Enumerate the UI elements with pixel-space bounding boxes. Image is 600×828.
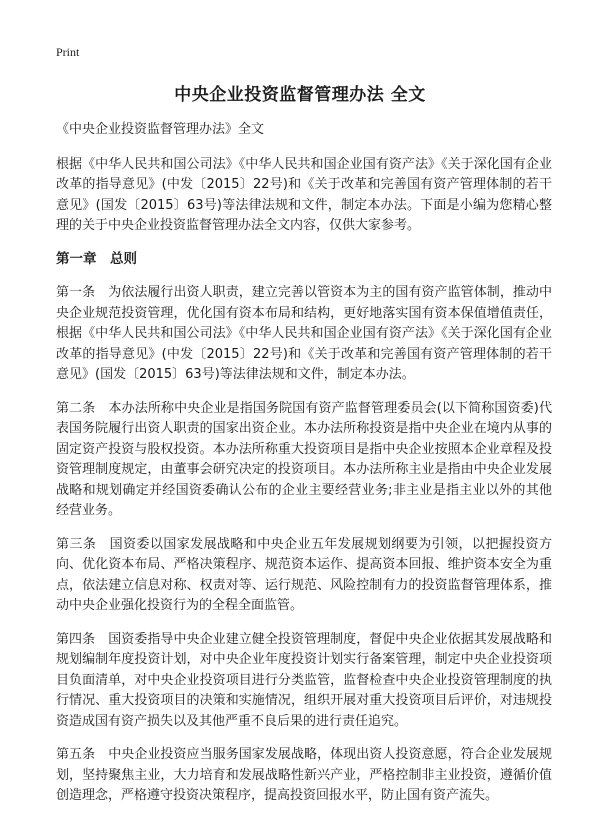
- document-subtitle: 《中央企业投资监督管理办法》全文: [56, 122, 265, 137]
- page-title: 中央企业投资监督管理办法 全文: [174, 85, 426, 105]
- article-5: 第五条 中央企业投资应当服务国家发展战略，体现出资人投资意愿，符合企业发展规划，坚持聚焦主业，大力培育和发展战略性新兴产业，严格控制非主业投资，遵循价值创造理念，严格遵守投资决策程序，提高投资回报水平，防止国有资产流失。: [56, 747, 552, 803]
- article-4: 第四条 国资委指导中央企业建立健全投资管理制度，督促中央企业依据其发展战略和规划编制年度投资计划，对中央企业年度投资计划实行备案管理，制定中央企业投资项目负面清单，对中央企业投资项目进行分类监管，监督检查中央企业投资管理制度的执行情况、重大投资项目的决策和实施情况，组织开展对重大投资项目后评价，对违规投资造成国有资产损失以及其他严重不良后果的进行责任追究。: [56, 631, 552, 729]
- document-body: [56, 120, 552, 820]
- intro-paragraph: 根据《中华人民共和国公司法》《中华人民共和国企业国有资产法》《关于深化国有企业改革的指导意见》(中发〔2015〕22号)和《关于改革和完善国有资产管理体制的若干意见》(国发〔2015〕63号)等法律法规和文件，制定本办法。下面是小编为您精心整理的关于中央企业投资监督管理办法全文内容，仅供大家参考。: [56, 156, 552, 233]
- article-3: 第三条 国资委以国家发展战略和中央企业五年发展规划纲要为引领，以把握投资方向、优化资本布局、严格决策程序、规范资本运作、提高资本回报、维护资本安全为重点，依法建立信息对称、权责对等、运行规范、风险控制有力的投资监督管理体系，推动中央企业强化投资行为的全程全面监管。: [56, 536, 552, 613]
- article-1: 第一条 为依法履行出资人职责，建立完善以管资本为主的国有资产监管体制，推动中央企业规范投资管理，优化国有资本布局和结构，更好地落实国有资本保值增值责任，根据《中华人民共和国公司法》《中华人民共和国企业国有资产法》《关于深化国有企业改革的指导意见》(中发〔2015〕22号)和《关于改革和完善国有资产管理体制的若干意见》(国发〔2015〕63号)等法律法规和文件，制定本办法。: [56, 285, 552, 382]
- print-label: Print: [56, 45, 80, 59]
- article-2: 第二条 本办法所称中央企业是指国务院国有资产监督管理委员会(以下简称国资委)代表国务院履行出资人职责的国家出资企业。本办法所称投资是指中央企业在境内从事的固定资产投资与股权投资。本办法所称重大投资项目是指中央企业按照本企业章程及投资管理制度规定，由董事会研究决定的投资项目。本办法所称主业是指由中央企业发展战略和规划确定并经国资委确认公布的企业主要经营业务;非主业是指主业以外的其他经营业务。: [56, 400, 552, 518]
- chapter-heading: 第一章 总则: [56, 250, 137, 267]
